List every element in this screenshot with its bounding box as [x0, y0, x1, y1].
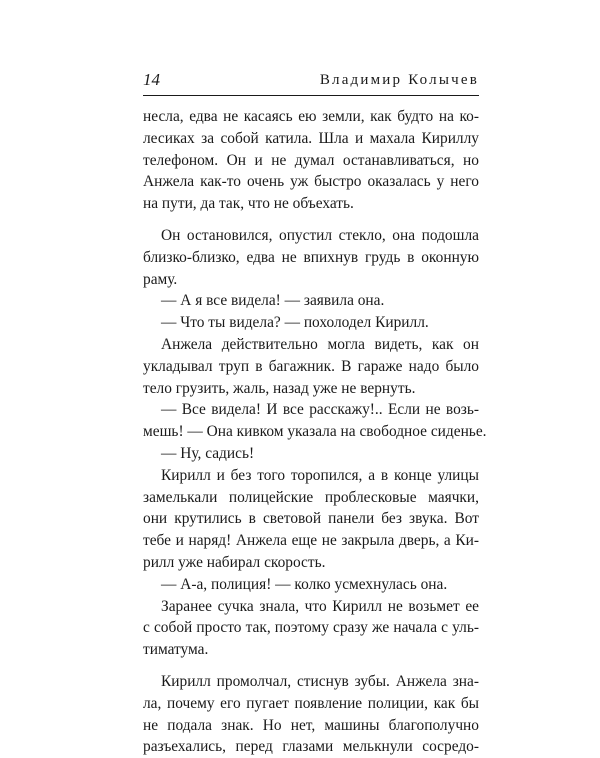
text-line: укладывал труп в багажник. В гараже надо было — [143, 357, 479, 375]
text-line: — А-а, полиция! — колко усмехнулась она. — [161, 575, 448, 593]
text-line: замелькали полицейские проблесковые маячки, — [143, 488, 479, 506]
text-line: несла, едва не касаясь ею земли, как будто на ко- — [143, 108, 479, 125]
text-line: — А я все видела! — заявила она. — [161, 292, 385, 310]
text-line: лесиках за собой катила. Шла и махала Кириллу — [143, 129, 479, 147]
text-line: близко-близко, едва не впихнув грудь в оконную — [143, 248, 479, 266]
text-line: не подала знак. Но нет, машины благополучно — [143, 716, 479, 734]
text-line: они крутились в световой панели без звука. Вот — [143, 510, 479, 528]
text-line: тело грузить, жаль, назад уже не вернуть. — [143, 379, 416, 397]
text-line: — Что ты видела? — похолодел Кирилл. — [161, 314, 429, 332]
text-line: телефоном. Он и не думал останавливаться, но — [143, 151, 479, 169]
text-line: тиматума. — [143, 641, 209, 659]
text-line: тебе и наряд! Анжела еще не закрыла дверь, а Ки- — [143, 532, 479, 550]
text-line: Заранее сучка знала, что Кирилл не возьмет ее — [161, 597, 479, 615]
text-line: раму. — [143, 270, 178, 288]
text-line: Кирилл промолчал, стиснув зубы. Анжела зна- — [161, 672, 479, 690]
text-line: Он остановился, опустил стекло, она подошла — [161, 226, 479, 244]
text-line: с собой просто так, поэтому сразу же начала с уль- — [143, 619, 479, 637]
header-rule — [143, 95, 479, 96]
text-line: Анжела действительно могла видеть, как он — [161, 335, 479, 353]
text-line: мешь! — Она кивком указала на свободное сиденье. — [143, 423, 487, 441]
text-line: Кирилл и без того торопился, а в конце улицы — [161, 466, 479, 484]
text-line: — Все видела! И все расскажу!.. Если не возь- — [161, 401, 479, 419]
page-header — [143, 70, 479, 94]
paragraph-gap — [143, 661, 479, 671]
text-line: разъехались, перед глазами мелькнули сосредо- — [143, 738, 479, 756]
paragraph-gap — [143, 215, 479, 225]
text-line: ла, почему его пугает появление полиции, как бы — [143, 694, 479, 712]
text-line: рилл уже набирал скорость. — [143, 553, 326, 571]
text-line: Анжела как-то очень уж быстро оказалась у него — [143, 173, 479, 191]
running-title: Владимир Колычев — [319, 72, 479, 88]
body-text — [143, 106, 487, 758]
text-line: на пути, да так, что не объехать. — [143, 195, 354, 213]
text-line: — Ну, садись! — [161, 444, 255, 462]
page-number: 14 — [143, 70, 160, 89]
